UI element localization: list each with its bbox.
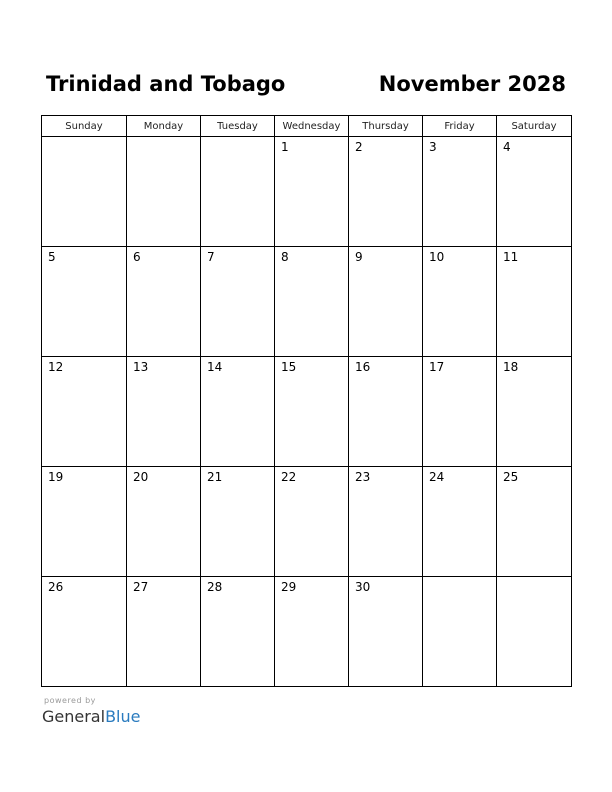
day-cell: [349, 577, 423, 687]
weekday-friday: Friday: [423, 116, 497, 137]
weekday-wednesday: Wednesday: [275, 116, 349, 137]
powered-by-text: powered by: [44, 696, 96, 705]
weekday-monday: Monday: [127, 116, 201, 137]
day-cell: [201, 137, 275, 247]
day-cell: [423, 467, 497, 577]
day-number: 29: [281, 580, 297, 594]
day-number: 8: [281, 250, 289, 264]
day-cell: [423, 247, 497, 357]
day-cell: [275, 467, 349, 577]
weekday-tuesday: Tuesday: [201, 116, 275, 137]
day-number: 11: [503, 250, 519, 264]
day-cell: [497, 247, 572, 357]
day-cell: [423, 577, 497, 687]
day-cell: [42, 467, 127, 577]
day-number: 19: [48, 470, 64, 484]
week-row: [42, 577, 572, 687]
day-cell: [127, 247, 201, 357]
day-number: [201, 137, 274, 140]
day-cell: [127, 357, 201, 467]
day-cell: [42, 357, 127, 467]
day-number: 30: [355, 580, 371, 594]
weekday-header-row: [42, 116, 572, 137]
day-number: 5: [48, 250, 56, 264]
day-cell: [349, 137, 423, 247]
day-cell: [497, 137, 572, 247]
day-number: 3: [429, 140, 437, 154]
day-number: 23: [355, 470, 371, 484]
day-number: 22: [281, 470, 297, 484]
week-row: [42, 357, 572, 467]
weekday-saturday: Saturday: [497, 116, 572, 137]
day-number: 27: [133, 580, 149, 594]
day-number: 17: [429, 360, 445, 374]
day-cell: [127, 577, 201, 687]
day-number: [42, 137, 126, 140]
day-cell: [201, 577, 275, 687]
day-number: 18: [503, 360, 519, 374]
day-cell: [42, 247, 127, 357]
day-number: 9: [355, 250, 363, 264]
day-number: 2: [355, 140, 363, 154]
day-cell: [201, 357, 275, 467]
day-number: 25: [503, 470, 519, 484]
brand-name-blue: Blue: [105, 707, 141, 726]
day-cell: [497, 357, 572, 467]
calendar-grid: [41, 115, 572, 687]
day-cell: [42, 137, 127, 247]
day-cell: [349, 357, 423, 467]
day-cell: [497, 467, 572, 577]
day-number: 13: [133, 360, 149, 374]
day-cell: [423, 137, 497, 247]
brand-name-general: General: [42, 707, 106, 726]
day-number: [497, 577, 571, 580]
day-number: 14: [207, 360, 223, 374]
day-cell: [127, 137, 201, 247]
day-number: [423, 577, 496, 580]
weekday-thursday: Thursday: [349, 116, 423, 137]
week-row: [42, 137, 572, 247]
weekday-sunday: Sunday: [42, 116, 127, 137]
day-number: 6: [133, 250, 141, 264]
day-number: 7: [207, 250, 215, 264]
day-number: 21: [207, 470, 223, 484]
day-cell: [275, 577, 349, 687]
week-row: [42, 247, 572, 357]
day-cell: [42, 577, 127, 687]
day-number: 10: [429, 250, 445, 264]
day-cell: [275, 137, 349, 247]
day-number: 26: [48, 580, 64, 594]
day-cell: [275, 247, 349, 357]
day-number: 28: [207, 580, 223, 594]
country-title: Trinidad and Tobago: [46, 72, 286, 96]
day-number: 24: [429, 470, 445, 484]
day-cell: [349, 247, 423, 357]
day-number: [127, 137, 200, 140]
week-row: [42, 467, 572, 577]
day-number: 20: [133, 470, 149, 484]
day-cell: [127, 467, 201, 577]
day-number: 4: [503, 140, 511, 154]
month-year-title: November 2028: [378, 72, 566, 96]
day-number: 12: [48, 360, 64, 374]
day-number: 15: [281, 360, 297, 374]
brand-logo[interactable]: [42, 706, 140, 728]
day-number: 1: [281, 140, 289, 154]
day-cell: [201, 467, 275, 577]
day-cell: [423, 357, 497, 467]
footer-branding: [42, 696, 140, 728]
day-number: 16: [355, 360, 371, 374]
day-cell: [497, 577, 572, 687]
day-cell: [201, 247, 275, 357]
day-cell: [349, 467, 423, 577]
day-cell: [275, 357, 349, 467]
